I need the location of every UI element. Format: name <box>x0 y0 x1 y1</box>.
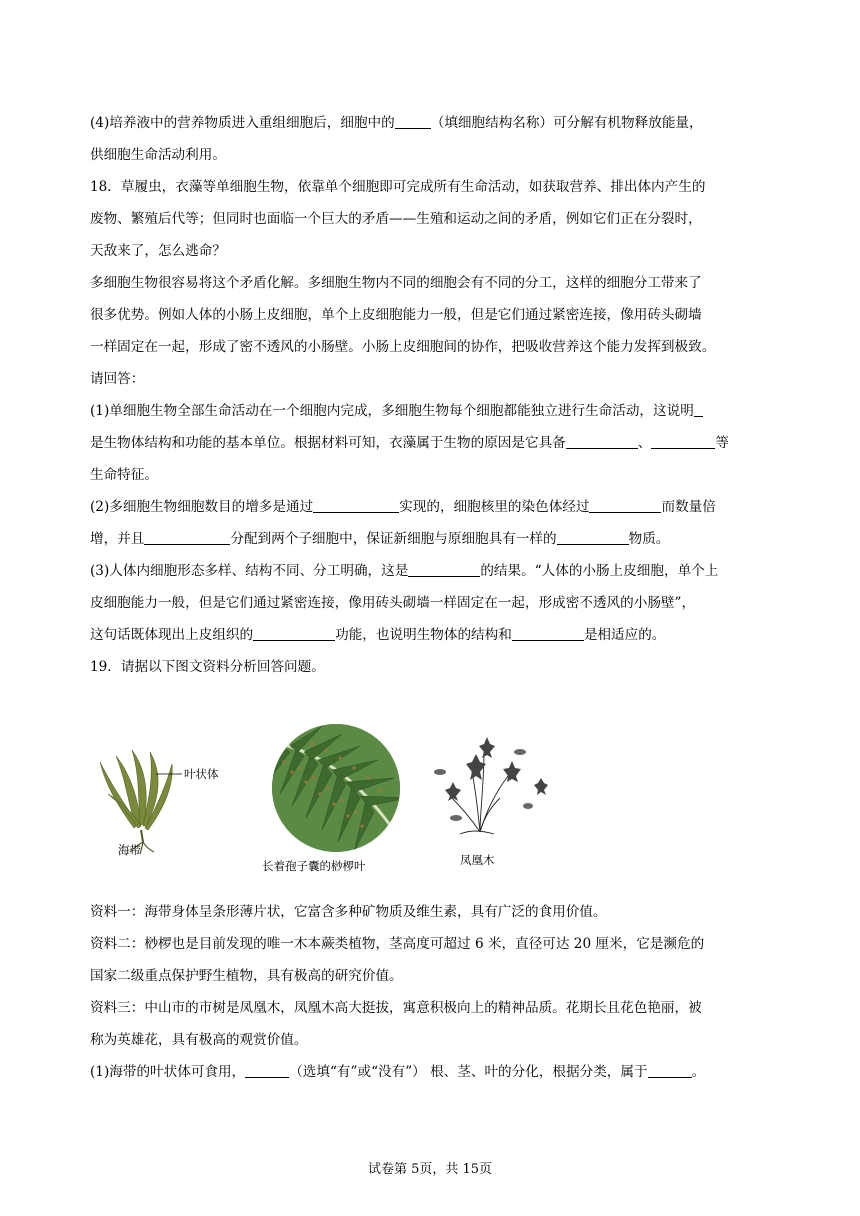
answer-blank[interactable] <box>589 497 661 513</box>
q18-part1-line1: (1)单细胞生物全部生命活动在一个细胞内完成，多细胞生物每个细胞都能独立进行生命活动，这说明 <box>90 401 703 421</box>
q18-stem-line1: 18．草履虫，衣藻等单细胞生物，依靠单个细胞即可完成所有生命活动，如获取营养、排出体内产生的 <box>90 179 706 195</box>
q19-stem: 19．请据以下图文资料分析回答问题。 <box>90 659 325 675</box>
material3-line2: 称为英雄花，具有极高的观赏价值。 <box>90 1032 308 1048</box>
answer-blank[interactable] <box>651 433 715 449</box>
answer-blank[interactable] <box>313 497 399 513</box>
kelp-illustration <box>88 746 248 866</box>
answer-blank[interactable] <box>408 561 480 577</box>
q18-prompt: 请回答： <box>90 371 145 387</box>
q18-stem-line5: 很多优势。例如人体的小肠上皮细胞，单个上皮细胞能力一般，但是它们通过紧密连接，像用砖头砌墙 <box>90 307 702 323</box>
q18-stem-line6: 一样固定在一起，形成了密不透风的小肠壁。小肠上皮细胞间的协作，把吸收营养这个能力发挥到极致。 <box>90 339 716 355</box>
q18-stem-line3: 天敌来了，怎么逃命？ <box>90 243 226 259</box>
fern-sporangia-photo <box>262 722 412 862</box>
q18-part2-line2: 增，并且 分配到两个子细胞中，保证新细胞与原细胞具有一样的 物质。 <box>90 531 670 547</box>
kelp-figure <box>88 746 248 866</box>
answer-blank[interactable] <box>694 401 703 417</box>
q18-stem-line2: 废物、繁殖后代等；但同时也面临一个巨大的矛盾——生殖和运动之间的矛盾，例如它们正在分裂时， <box>90 211 702 227</box>
phoenix-tree-caption: 凤凰木 <box>460 853 495 867</box>
q18-stem-line4: 多细胞生物很容易将这个矛盾化解。多细胞生物内不同的细胞会有不同的分工，这样的细胞分工带来了 <box>90 275 702 291</box>
answer-blank[interactable] <box>245 1062 289 1078</box>
material1: 资料一：海带身体呈条形薄片状，它富含多种矿物质及维生素，具有广泛的食用价值。 <box>90 904 607 920</box>
fern-figure <box>262 722 412 882</box>
phoenix-tree-figure <box>420 722 560 882</box>
q18-part1-line3: 生命特征。 <box>90 467 158 483</box>
q18-part3-line3: 这句话既体现出上皮组织的 功能，也说明生物体的结构和 是相适应的。 <box>90 627 666 643</box>
q17-part4-line2: 供细胞生命活动利用。 <box>90 147 226 163</box>
kelp-blade-label: 叶状体 <box>184 767 219 781</box>
q18-part1-line2: 是生物体结构和功能的基本单位。根据材料可知，衣藻属于生物的原因是它具备 、 等 <box>90 435 729 451</box>
answer-blank[interactable] <box>566 433 638 449</box>
q18-part3-line1: (3)人体内细胞形态多样、结构不同、分工明确，这是 的结果。“人体的小肠上皮细胞，单个上 <box>90 563 719 579</box>
answer-blank[interactable] <box>253 625 335 641</box>
page-footer: 试卷第 5页，共 15页 <box>367 1162 493 1177</box>
answer-blank[interactable] <box>557 529 629 545</box>
q18-part3-line2: 皮细胞能力一般，但是它们通过紧密连接，像用砖头砌墙一样固定在一起，形成密不透风的小肠壁”， <box>90 595 696 611</box>
kelp-caption: 海带 <box>118 843 141 857</box>
answer-blank[interactable] <box>648 1062 692 1078</box>
answer-blank[interactable] <box>144 529 230 545</box>
fern-caption: 长着孢子囊的桫椤叶 <box>262 859 366 873</box>
q18-part2-line1: (2)多细胞生物细胞数目的增多是通过 实现的，细胞核里的染色体经过 而数量倍 <box>90 499 716 515</box>
phoenix-tree-sketch <box>420 722 560 842</box>
q19-part1: (1)海带的叶状体可食用， （选填“有”或“没有”） 根、茎、叶的分化，根据分类，属于 。 <box>90 1064 706 1080</box>
material3-line1: 资料三：中山市的市树是凤凰木，凤凰木高大挺拔，寓意积极向上的精神品质。花期长且花色艳丽，被 <box>90 1000 702 1016</box>
material2-line1: 资料二：桫椤也是目前发现的唯一木本蕨类植物，茎高度可超过 6 米，直径可达 20 厘米，它是濒危的 <box>90 936 705 952</box>
answer-blank[interactable] <box>512 625 584 641</box>
material2-line2: 国家二级重点保护野生植物，具有极高的研究价值。 <box>90 968 403 984</box>
answer-blank[interactable] <box>395 113 431 129</box>
q17-part4-line1: (4)培养液中的营养物质进入重组细胞后，细胞中的 （填细胞结构名称）可分解有机物释放能量， <box>90 115 703 131</box>
